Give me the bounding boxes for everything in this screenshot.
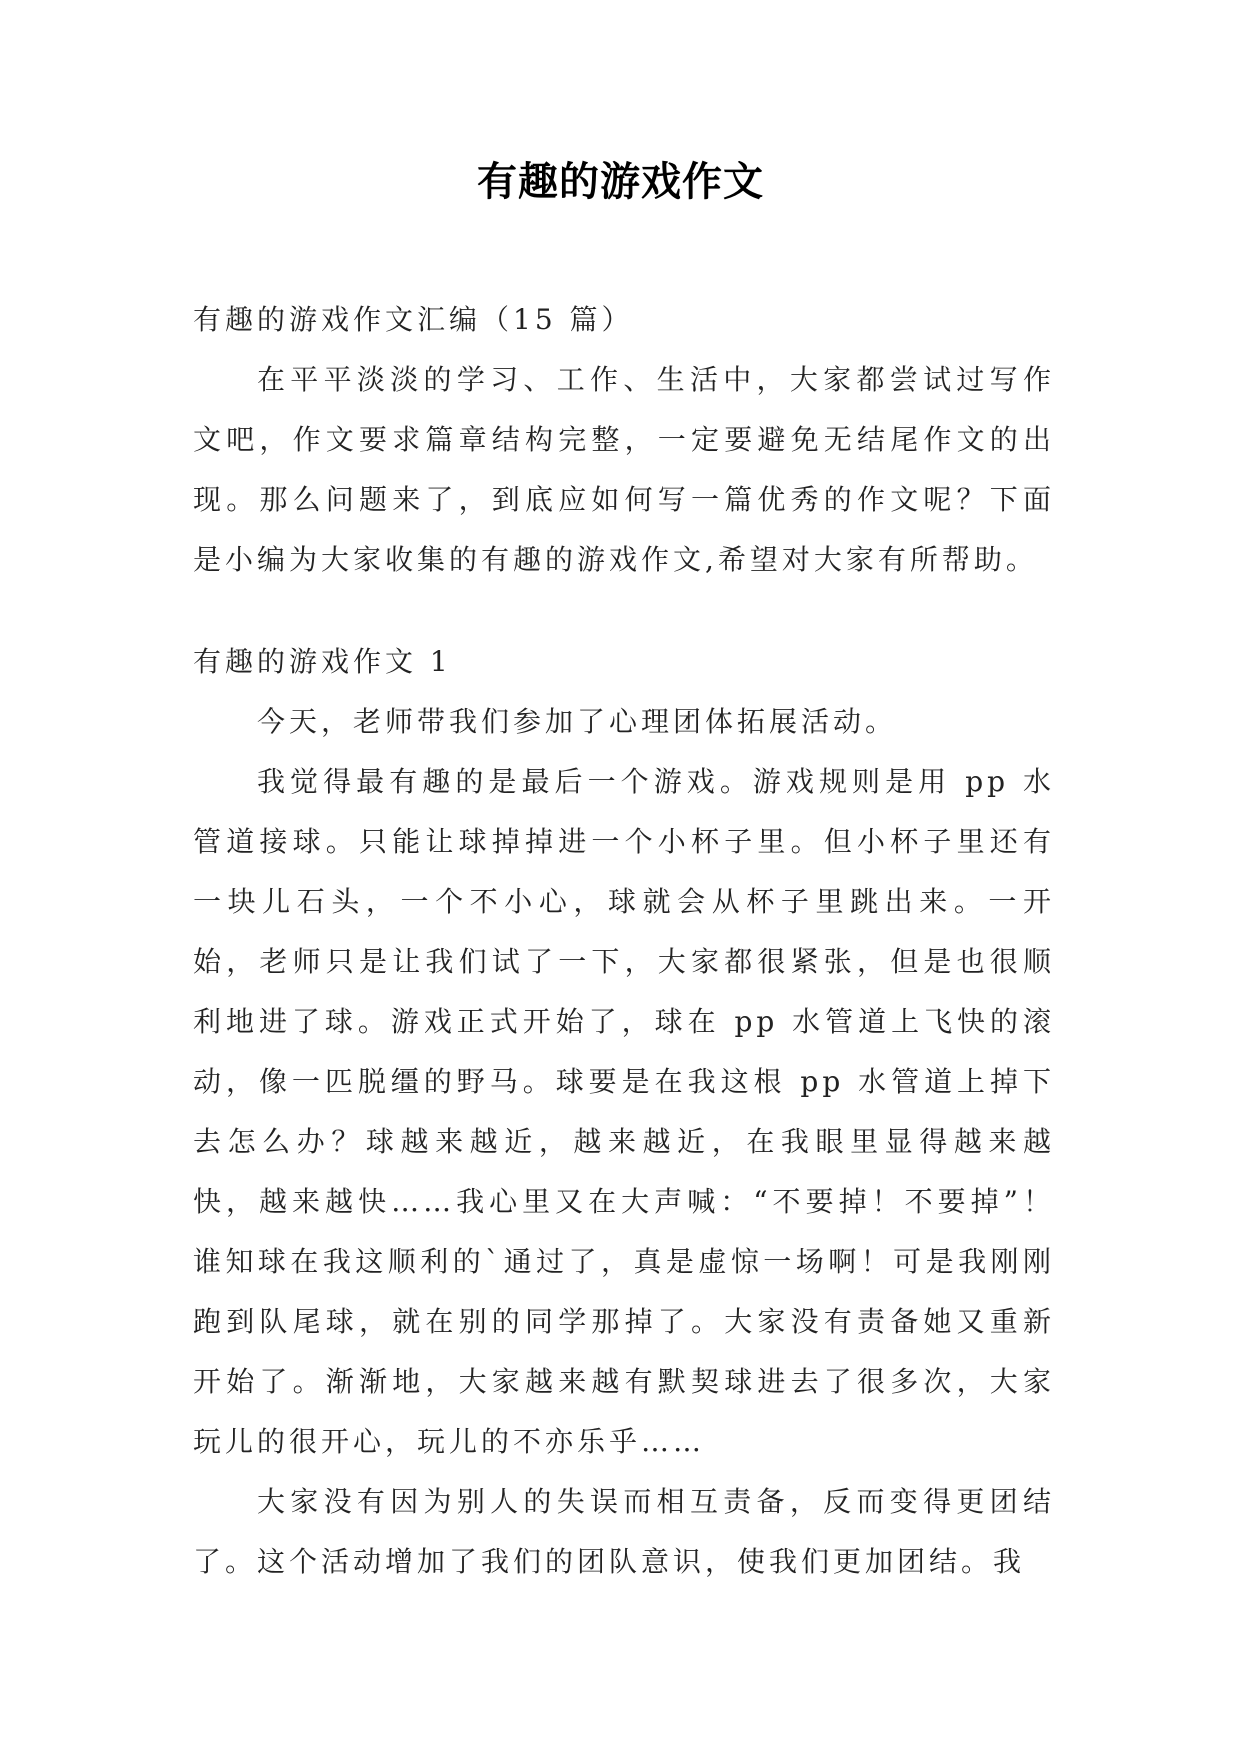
intro-paragraph: 在平平淡淡的学习、工作、生活中，大家都尝试过写作文吧，作文要求篇章结构完整，一定要避免无结尾作文的出现。那么问题来了，到底应如何写一篇优秀的作文呢？下面是小编为大家收集的有趣的游戏作文,希望对大家有所帮助。 [193, 363, 1055, 576]
section-heading: 有趣的游戏作文 1 [193, 645, 452, 678]
collection-subtitle: 有趣的游戏作文汇编（15 篇） [193, 303, 634, 336]
section-spacer [193, 590, 1055, 632]
body-paragraph: 大家没有因为别人的失误而相互责备，反而变得更团结了。这个活动增加了我们的团队意识，使我们更加团结。我 [193, 1485, 1055, 1578]
document-body [193, 290, 1055, 1592]
body-paragraph: 今天，老师带我们参加了心理团体拓展活动。 [257, 705, 898, 738]
body-paragraph: 我觉得最有趣的是最后一个游戏。游戏规则是用 pp 水管道接球。只能让球掉掉进一个小杯子里。但小杯子里还有一块儿石头，一个不小心，球就会从杯子里跳出来。一开始，老师只是让我们试了一下，大家都很紧张，但是也很顺利地进了球。游戏正式开始了，球在 pp 水管道上飞快的滚动，像一匹脱缰的野马。球要是在我这根 pp 水管道上掉下去怎么办？球越来越近，越来越近，在我眼里显得越来越快，越来越快……我心里又在大声喊：“不要掉！不要掉”！谁知球在我这顺利的`通过了，真是虚惊一场啊！可是我刚刚跑到队尾球，就在别的同学那掉了。大家没有责备她又重新开始了。渐渐地，大家越来越有默契球进去了很多次，大家玩儿的很开心，玩儿的不亦乐乎…… [193, 765, 1055, 1458]
document-title: 有趣的游戏作文 [477, 158, 764, 205]
